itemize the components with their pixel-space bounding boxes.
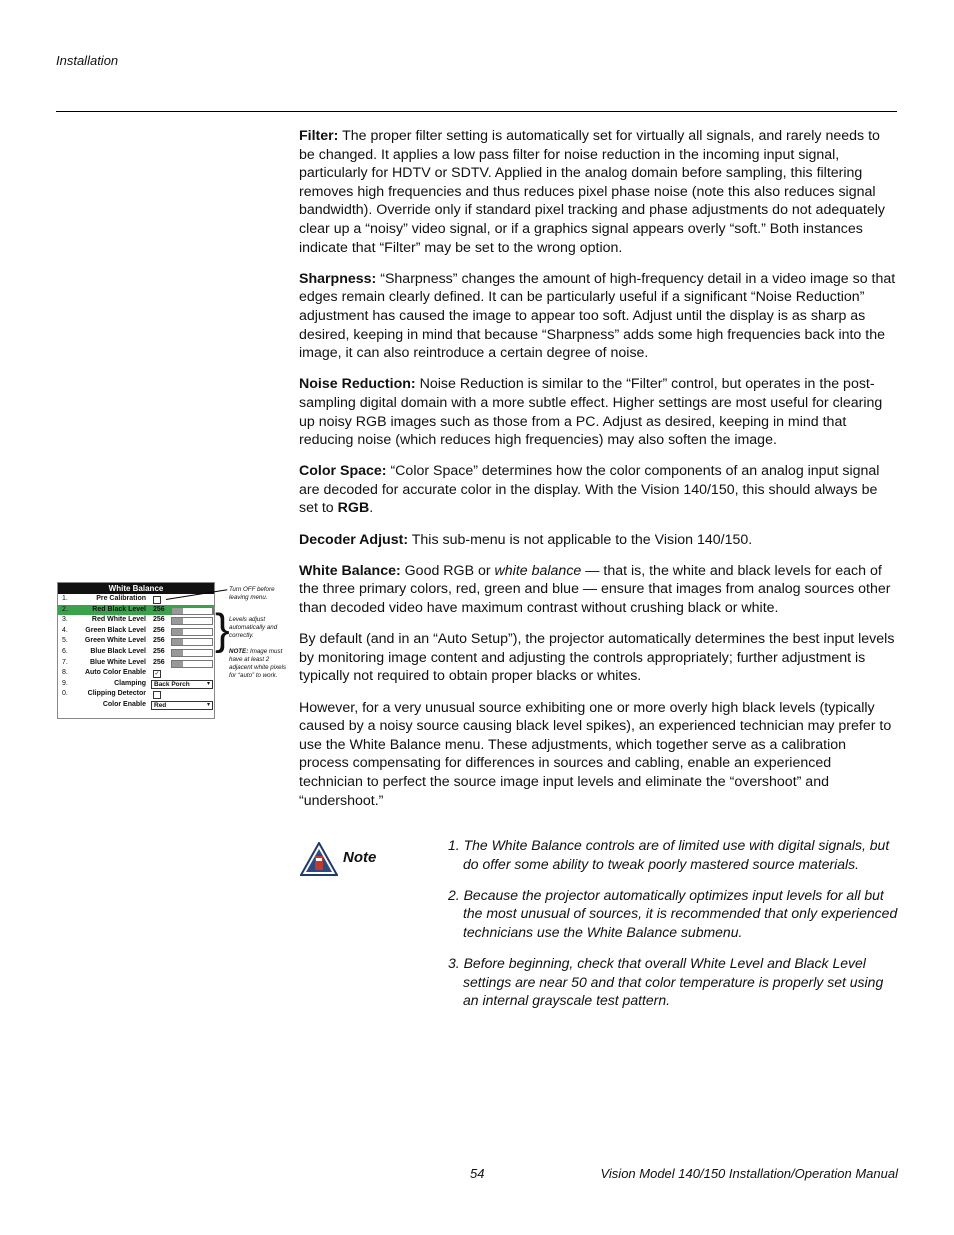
level-slider-fill — [172, 650, 183, 656]
menu-row-number: 4. — [62, 626, 68, 634]
term-label: Filter: — [299, 128, 339, 144]
note-item: 2. Because the projector automatically optimizes input levels for all but the most unusual of sources, it is recommended that only experienced technicians use the White Balance submenu. — [448, 886, 898, 940]
footer-title: Vision Model 140/150 Installation/Operation Manual — [600, 1166, 898, 1181]
menu-row — [58, 658, 214, 669]
menu-row-number: 1. — [62, 595, 68, 602]
paragraph-noise-reduction: Noise Reduction: Noise Reduction is similar to the “Filter” control, but operates in the post-sampling digital domain with a more subtle effect. Higher settings are most useful for clearing up noisy RGB images such as those from a PC. Adjust as desired, keeping in mind that reducing noise (which reduces high frequencies) may also soften the image. — [299, 376, 883, 449]
callout-turn-off: Turn OFF before leaving menu. — [229, 586, 275, 601]
menu-row-label: Color Enable — [102, 700, 146, 708]
level-slider — [171, 628, 213, 636]
menu-row-label: Clipping Detector — [87, 690, 146, 698]
menu-row — [58, 636, 214, 647]
menu-row-label: Clamping — [114, 679, 146, 687]
callout-note: NOTE: Image must have at least 2 adjacent white pixels for “auto” to work. — [229, 648, 287, 679]
paragraph-filter: Filter: The proper filter setting is automatically set for virtually all signals, and rarely needs to be changed. It applies a low pass filter for noise reduction in the incoming input signal, particularly for HDTV or SDTV. Applied in the analog domain before sampling, this filtering removes high frequencies and thus reduces pixel phase noise (note this also reduces signal bandwidth). Override only if standard pixel tracking and phase adjustments do not adequately clear up a “noisy” video signal, or if a graphics signal appears overly “soft.” Both instances indicate that “Filter” may be set to the wrong option. — [299, 128, 885, 256]
menu-row-label: Pre Calibration — [96, 595, 146, 602]
menu-row-value: 256 — [153, 626, 165, 634]
menu-row-label: Red Black Level — [92, 605, 146, 613]
menu-row-label: Blue White Level — [89, 658, 146, 666]
term-label: White Balance: — [299, 562, 401, 579]
menu-row-value: 256 — [153, 647, 165, 655]
term-label: Sharpness: — [299, 270, 377, 287]
level-slider — [171, 638, 213, 646]
menu-row-number: 8. — [62, 669, 68, 677]
paragraph-color-space: Color Space: “Color Space” determines how the color components of an analog input signal are decoded for accurate color in the display. With the Vision 140/150, this should always be set to RGB. — [299, 463, 880, 517]
header-rule — [56, 111, 897, 112]
level-slider — [171, 649, 213, 657]
paragraph-decoder-adjust: Decoder Adjust: This sub-menu is not applicable to the Vision 140/150. — [299, 531, 753, 548]
menu-title: White Balance — [58, 583, 214, 594]
note-list — [448, 836, 898, 1023]
menu-row-value: 256 — [153, 658, 165, 666]
menu-row-value: 256 — [153, 637, 165, 645]
term-label: Decoder Adjust: — [299, 531, 409, 548]
menu-row — [58, 700, 214, 711]
menu-row — [58, 668, 214, 679]
menu-row-number: 9. — [62, 679, 68, 687]
level-slider — [171, 660, 213, 668]
level-slider-fill — [172, 639, 183, 645]
note-item: 3. Before beginning, check that overall White Level and Black Level settings are near 50 and that color temperature is properly set using an internal grayscale test pattern. — [448, 955, 884, 1009]
menu-row — [58, 626, 214, 637]
menu-select: Red ▾ — [151, 701, 213, 710]
menu-row — [58, 605, 214, 616]
menu-row — [58, 679, 214, 690]
menu-row-number: 7. — [62, 658, 68, 666]
callout-levels: Levels adjust automatically and correctly. — [229, 616, 278, 639]
page-number: 54 — [470, 1166, 485, 1181]
note-label: Note — [343, 849, 377, 866]
white-balance-menu — [57, 582, 215, 719]
menu-row — [58, 647, 214, 658]
menu-rows — [58, 594, 214, 711]
menu-row-label: Blue Black Level — [90, 647, 146, 655]
menu-row — [58, 615, 214, 626]
note-item: 1. The White Balance controls are of limited use with digital signals, but do offer some ability to tweak poorly mastered source materials. — [448, 837, 890, 872]
menu-checkbox — [153, 691, 161, 699]
term-label: Noise Reduction: — [299, 376, 416, 393]
paragraph-white-balance: White Balance: Good RGB or white balance — that is, the white and black levels for each of the three primary colors, red, green and blue — ensure that images from analog sources other than decoded video have maximum contrast without crushing black or white. — [299, 562, 891, 617]
menu-row-value: 256 — [153, 616, 165, 624]
menu-checkbox: ✓ — [154, 671, 160, 678]
level-slider — [171, 607, 213, 615]
level-slider-fill — [172, 608, 183, 614]
paragraph-sharpness: Sharpness: “Sharpness” changes the amount of high-frequency detail in a video image so that edges remain clearly defined. It can be particularly useful if a significant “Noise Reduction” adjustment has caused the image to appear too soft. Adjust until the display is as sharp as desired, keeping in mind that because “Sharpness” adds some high frequencies back into the image, it can also reintroduce a certain degree of noise. — [299, 270, 896, 362]
menu-row-number: 6. — [62, 647, 68, 655]
menu-row-label: Green White Level — [84, 637, 146, 645]
menu-row-label: Red White Level — [91, 616, 146, 624]
menu-row-value: 256 — [153, 605, 165, 613]
menu-row-label: Green Black Level — [85, 626, 146, 634]
menu-row-number: 3. — [62, 616, 68, 624]
term-label: Color Space: — [299, 463, 387, 480]
running-header: Installation — [56, 53, 119, 68]
menu-row-number: 5. — [62, 637, 68, 645]
menu-row-label: Auto Color Enable — [84, 669, 146, 677]
paragraph-however: However, for a very unusual source exhibiting one or more overly high black levels (typically caused by a noisy source causing black level spikes), an experienced technician may prefer to use the White Balance menu. These adjustments, which together serve as a calibration process compensating for differences in sources and cabling, enable an experienced technician to perfect the source image input levels and eliminate the “overshoot” and “undershoot.” — [299, 699, 892, 809]
menu-row-number: 0. — [62, 690, 68, 698]
paragraph-default: By default (and in an “Auto Setup”), the projector automatically determines the best input levels by monitoring image content and adjusting the controls appropriately; further adjustment is typically not required to obtain proper blacks or whites. — [299, 631, 895, 685]
brace-symbol: } — [215, 605, 230, 654]
menu-select: Back Porch ▾ — [151, 680, 213, 689]
level-slider — [171, 617, 213, 625]
menu-checkbox — [153, 596, 161, 604]
level-slider-fill — [172, 629, 183, 635]
menu-row-number: 2. — [62, 605, 68, 613]
level-slider-fill — [172, 618, 183, 624]
body-text — [299, 127, 897, 823]
note-warning-icon — [300, 842, 338, 876]
menu-row — [58, 689, 214, 700]
level-slider-fill — [172, 661, 183, 667]
